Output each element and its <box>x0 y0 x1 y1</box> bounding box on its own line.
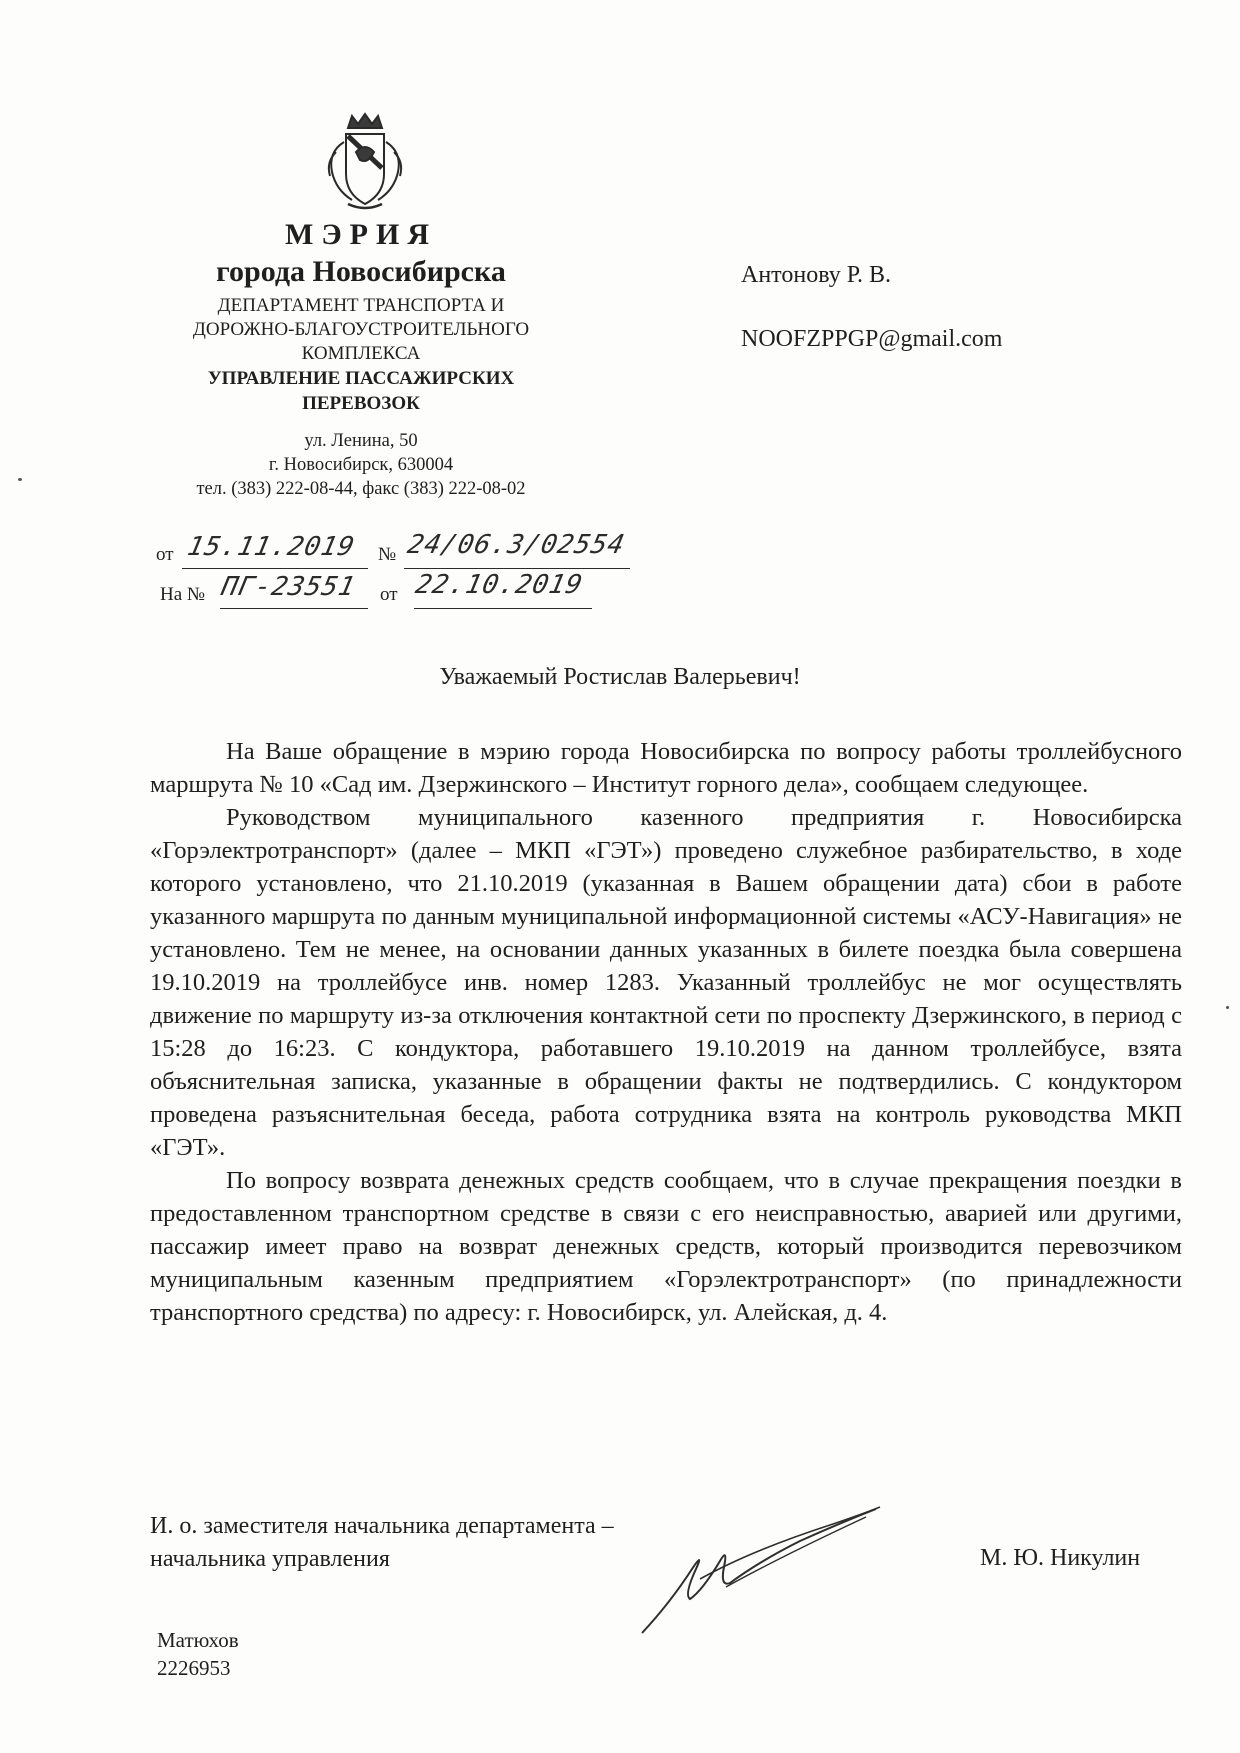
reply-date: 22.10.2019 <box>412 570 586 600</box>
executor-phone: 2226953 <box>157 1656 231 1680</box>
scan-speck <box>1226 1006 1229 1009</box>
executor-name: Матюхов <box>157 1628 239 1652</box>
addressee-email: NOOFZPPGP@gmail.com <box>741 326 1003 352</box>
reply-to-label: На № <box>160 584 206 605</box>
handwritten-signature <box>630 1495 890 1645</box>
city-name: города Новосибирска <box>216 255 506 288</box>
body-paragraph: По вопросу возврата денежных средств сообщаем, что в случае прекращения поездки в предоставленном транспортном средстве в связи с его неисправностью, аварией или другими, пассажир имеет право на возврат денежных средств, который производится перевозчиком муниципальным казенным предприятием «Горэлектротранспорт» (по принадлежности транспортного средства) по адресу: г. Новосибирск, ул. Алейская, д. 4. <box>150 1167 1182 1326</box>
scan-speck <box>18 478 22 481</box>
letterhead-address <box>130 429 592 501</box>
address-street: ул. Ленина, 50 <box>304 431 418 451</box>
body-paragraph: Руководством муниципального казенного предприятия г. Новосибирска «Горэлектротранспорт» (далее – МКП «ГЭТ») проведено служебное разбирательство, в ходе которого установлено, что 21.10.2019 (указанная в Вашем обращении дата) сбои в работе указанного маршрута по данным муниципальной информационной системы «АСУ-Навигация» не установлено. Тем не менее, на основании данных указанных в билете поездка была совершена 19.10.2019 на троллейбусе инв. номер 1283. Указанный троллейбус не мог осуществлять движение по маршруту из-за отключения контактной сети по проспекту Дзержинского, в период с 15:28 до 16:23. С кондуктора, работавшего 19.10.2019 на данном троллейбусе, взята объяснительная записка, указанные в обращении факты не подтвердились. С кондуктором проведена разъяснительная беседа, работа сотрудника взята на контроль руководства МКП «ГЭТ». <box>150 804 1182 1161</box>
division-line: ПЕРЕВОЗОК <box>302 393 420 414</box>
body-paragraph: На Ваше обращение в мэрию города Новосибирска по вопросу работы троллейбусного маршрута № 10 «Сад им. Дзержинского – Институт горного дела», сообщаем следующее. <box>150 738 1182 798</box>
number-label: № <box>378 544 397 565</box>
signatory-title <box>150 1510 614 1576</box>
outgoing-registration <box>152 532 652 572</box>
division-line: УПРАВЛЕНИЕ ПАССАЖИРСКИХ <box>207 368 515 389</box>
department-line: КОМПЛЕКСА <box>301 343 421 364</box>
org-name: МЭРИЯ <box>285 218 437 251</box>
signatory-title-line: начальника управления <box>150 1546 390 1572</box>
executor-block <box>157 1626 239 1682</box>
department-line: ДОРОЖНО-БЛАГОУСТРОИТЕЛЬНОГО <box>192 319 530 340</box>
addressee-block <box>741 260 1002 354</box>
outgoing-date: 15.11.2019 <box>184 532 358 562</box>
reply-from-label: от <box>380 584 398 605</box>
coat-of-arms-icon <box>318 112 412 214</box>
letter-body <box>150 735 1182 1329</box>
reply-number: ПГ-23551 <box>218 572 359 602</box>
division-name <box>130 366 592 416</box>
department-name <box>130 294 592 366</box>
salutation: Уважаемый Ростислав Валерьевич! <box>439 664 801 690</box>
from-label: от <box>156 544 174 565</box>
signatory-title-line: И. о. заместителя начальника департамента – <box>150 1513 614 1539</box>
address-city: г. Новосибирск, 630004 <box>268 455 454 475</box>
reply-registration <box>152 570 652 614</box>
addressee-name: Антонову Р. В. <box>741 262 892 288</box>
department-line: ДЕПАРТАМЕНТ ТРАНСПОРТА И <box>217 295 505 316</box>
signatory-name: М. Ю. Никулин <box>980 1545 1141 1571</box>
letterhead <box>130 218 592 501</box>
contact-phone: тел. (383) 222-08-44, факс (383) 222-08-02 <box>196 479 526 499</box>
outgoing-number: 24/06.3/02554 <box>404 530 628 560</box>
